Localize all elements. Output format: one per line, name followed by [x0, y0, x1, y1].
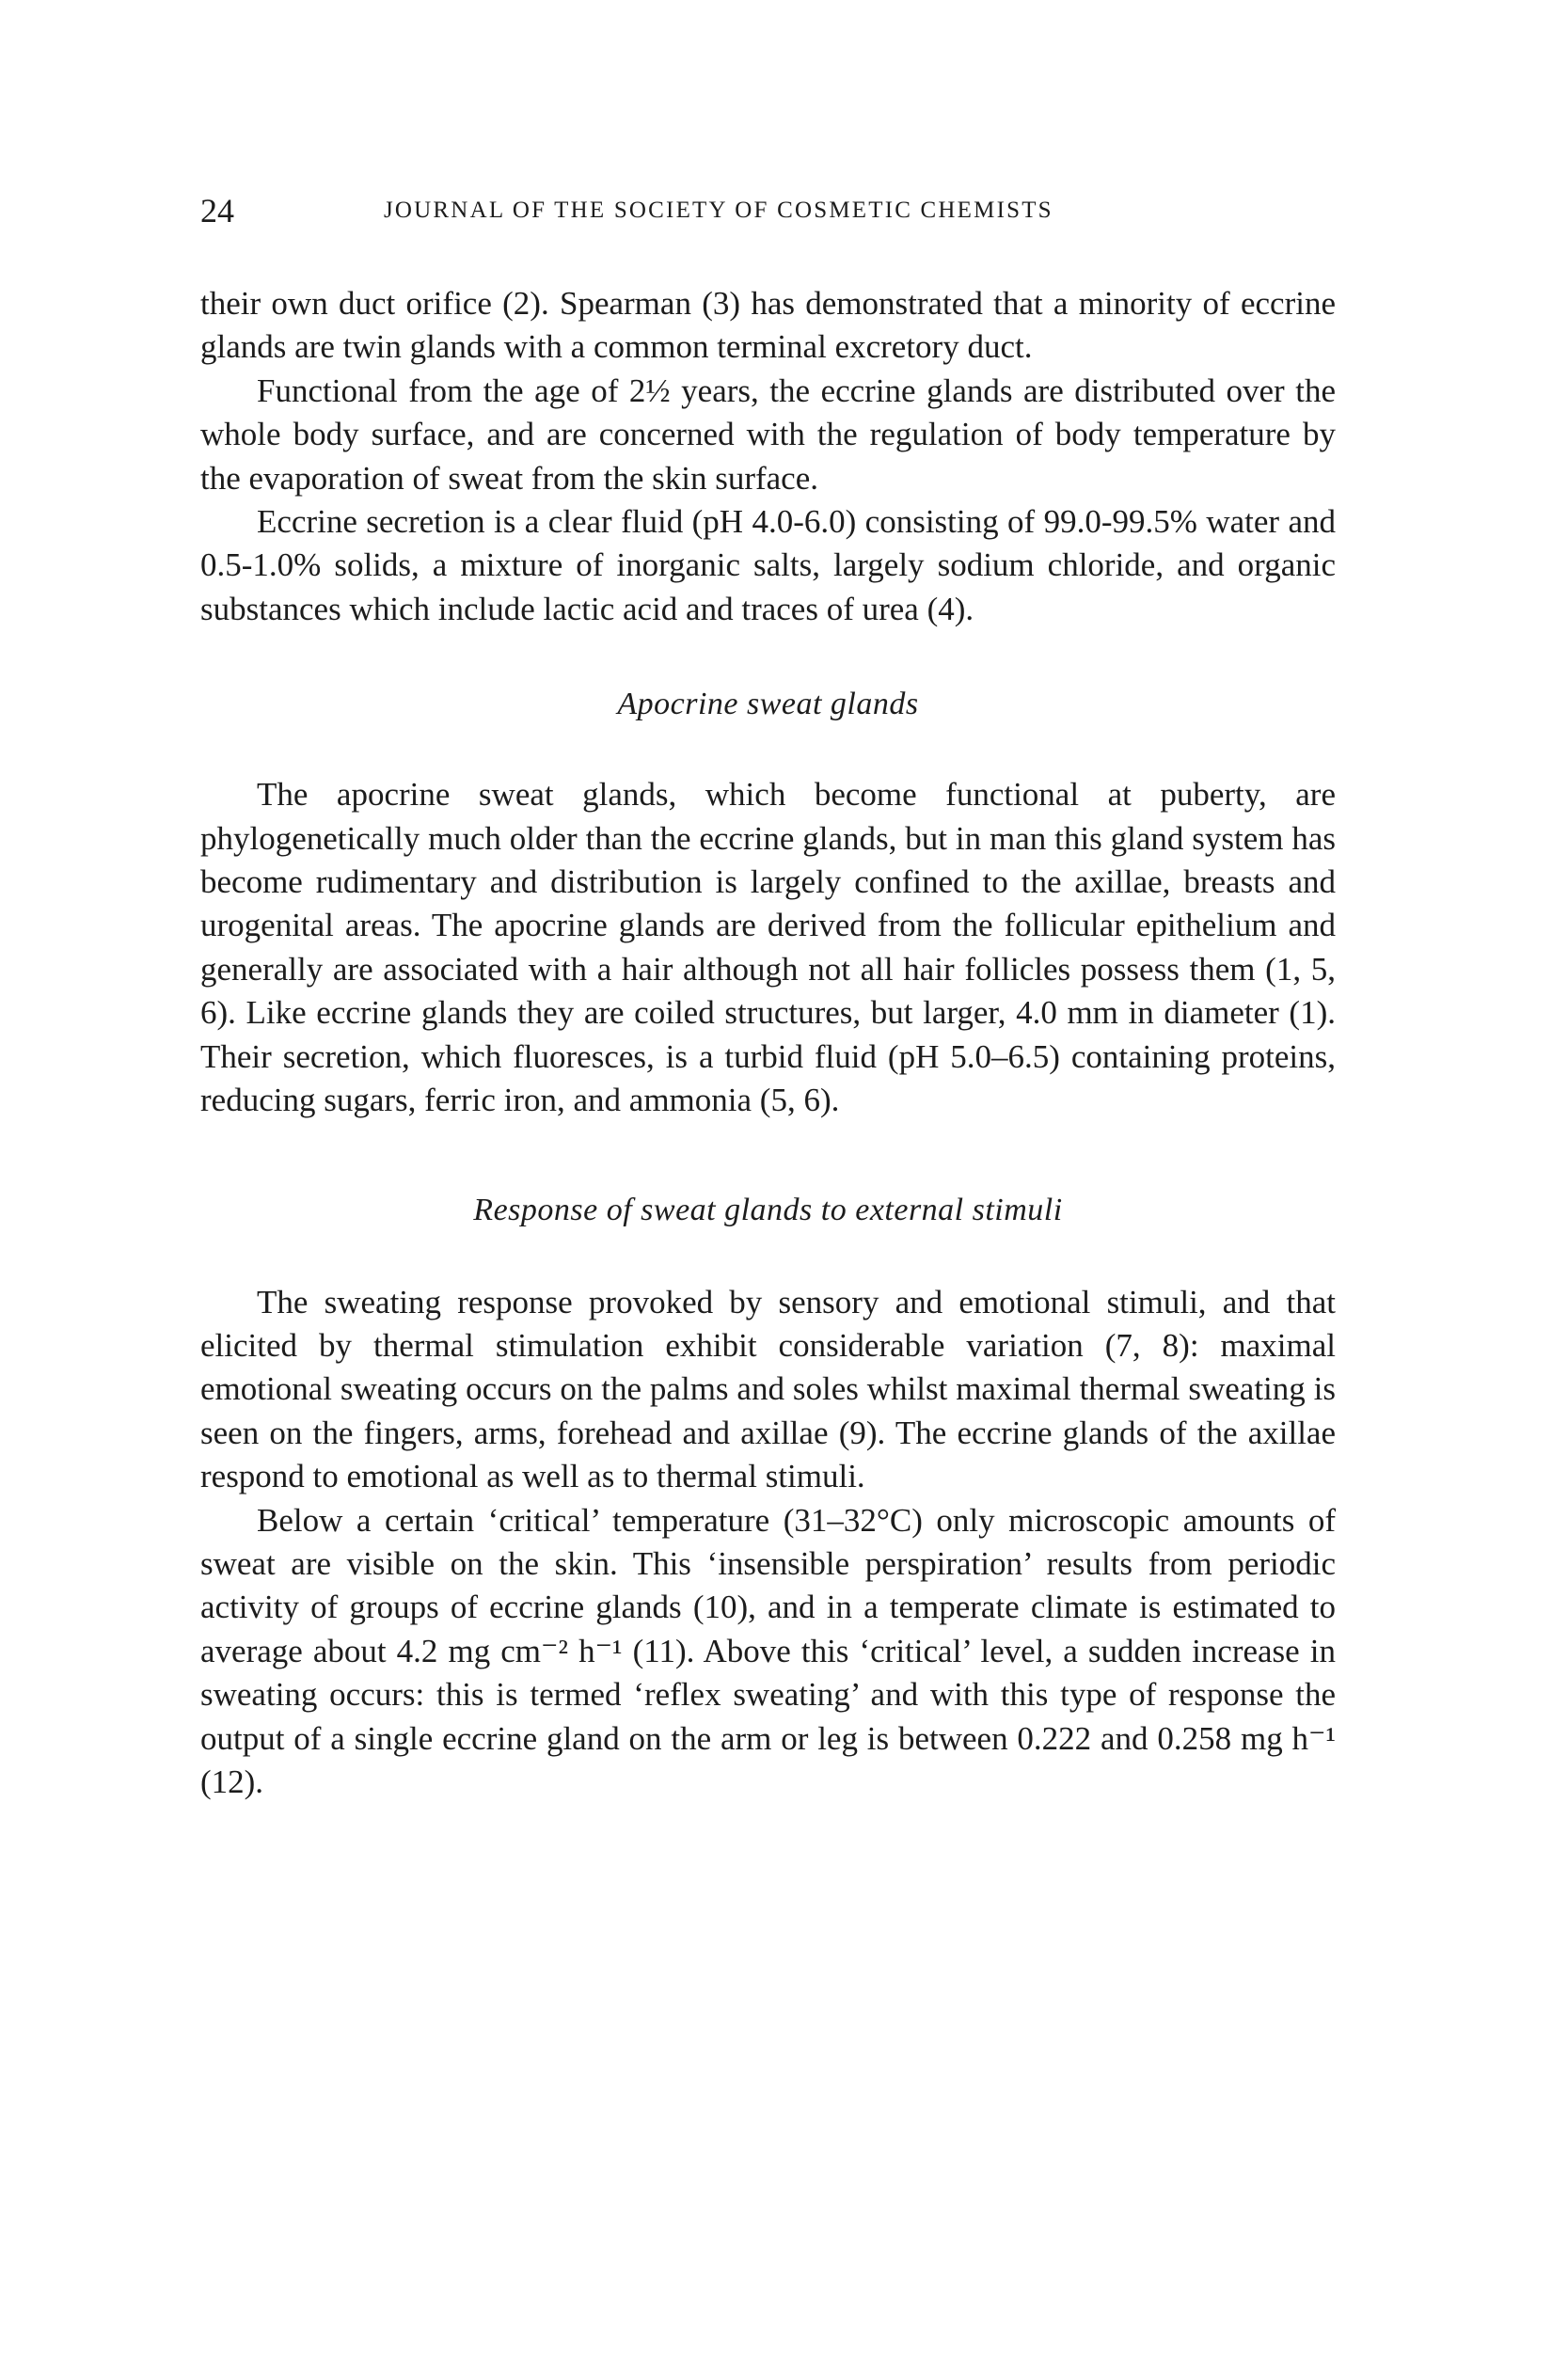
section-heading-apocrine: Apocrine sweat glands	[617, 687, 919, 722]
paragraph-sweating-response: The sweating response provoked by sensory and emotional stimuli, and that elicited by thermal stimulation exhibit considerable variation (7, 8): maximal emotional sweating occurs on the palms and soles whilst maximal thermal sweating is seen on the fingers, arms, forehead and axillae (9). The eccrine glands of the axillae respond to emotional as well as to thermal stimuli.	[200, 1283, 1336, 1495]
paragraph-eccrine-function: Functional from the age of 2½ years, the eccrine glands are distributed over the whole body surface, and are concerned with the regulation of body temperature by the evaporation of sweat from the skin surface.	[200, 372, 1336, 497]
page-number: 24	[200, 192, 234, 229]
journal-title: JOURNAL OF THE SOCIETY OF COSMETIC CHEMISTS	[384, 198, 1053, 223]
paragraph-eccrine-secretion: Eccrine secretion is a clear fluid (pH 4.0-6.0) consisting of 99.0-99.5% water and 0.5-1.0% solids, a mixture of inorganic salts, largely sodium chloride, and organic substances which include lactic acid and traces of urea (4).	[200, 503, 1336, 627]
paragraph-apocrine-glands: The apocrine sweat glands, which become functional at puberty, are phylogenetically much older than the eccrine glands, but in man this gland system has become rudimentary and distribution is largely confined to the axillae, breasts and urogenital areas. The apocrine glands are derived from the follicular epithelium and generally are associated with a hair although not all hair follicles possess them (1, 5, 6). Like eccrine glands they are coiled structures, but larger, 4.0 mm in diameter (1). Their secretion, which fluoresces, is a turbid fluid (pH 5.0–6.5) containing proteins, reducing sugars, ferric iron, and ammonia (5, 6).	[200, 776, 1336, 1119]
journal-page	[200, 188, 1336, 1804]
running-head	[200, 188, 1336, 245]
paragraph-critical-temperature: Below a certain ‘critical’ temperature (31–32°C) only microscopic amounts of sweat are visible on the skin. This ‘insensible perspiration’ results from periodic activity of groups of eccrine glands (10), and in a temperate climate is estimated to average about 4.2 mg cm⁻² h⁻¹ (11). Above this ‘critical’ level, a sudden increase in sweating occurs: this is termed ‘reflex sweating’ and with this type of response the output of a single eccrine gland on the arm or leg is between 0.222 and 0.258 mg h⁻¹ (12).	[200, 1501, 1336, 1800]
paragraph-duct-orifice: their own duct orifice (2). Spearman (3) has demonstrated that a minority of eccrine glands are twin glands with a common terminal excretory duct.	[200, 285, 1336, 366]
section-heading-response: Response of sweat glands to external stimuli	[473, 1192, 1063, 1227]
